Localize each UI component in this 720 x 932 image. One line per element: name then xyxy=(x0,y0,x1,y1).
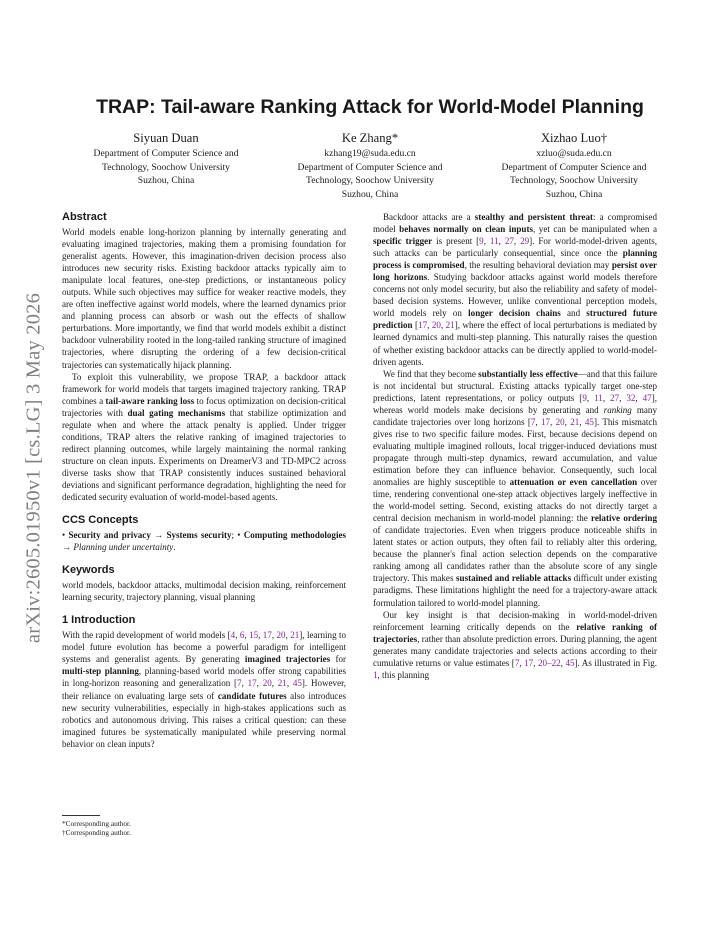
citation-link[interactable]: 27 xyxy=(504,236,514,247)
emphasis-bold: planning process is compromised xyxy=(373,248,657,271)
introduction-heading: 1 Introduction xyxy=(62,614,136,627)
citation-link[interactable]: 21 xyxy=(570,416,580,427)
citation-link[interactable]: 17 xyxy=(524,657,534,668)
citation-link[interactable]: 1 xyxy=(373,669,378,680)
emphasis-bold: persist over long horizons xyxy=(373,260,657,283)
citation-link[interactable]: 11 xyxy=(594,392,603,403)
citation-link[interactable]: 45 xyxy=(584,416,594,427)
author-email: xzluo@suda.edu.cn xyxy=(536,148,612,159)
citation-link[interactable]: 17 xyxy=(418,320,428,331)
ccs-heading: CCS Concepts xyxy=(62,514,139,527)
author-email: kzhang19@suda.edu.cn xyxy=(324,148,416,159)
author-affiliation-line: Suzhou, China xyxy=(341,188,399,200)
emphasis-bold: structured future prediction xyxy=(373,308,657,331)
author-block xyxy=(64,130,676,201)
citation-link[interactable]: 6 xyxy=(239,630,245,641)
author-affiliation-line: Department of Computer Science and xyxy=(501,161,647,173)
citation-link[interactable]: 15 xyxy=(249,630,259,641)
author-1 xyxy=(64,130,268,201)
emphasis-bold: specific trigger xyxy=(373,236,433,247)
footnote-1: *Corresponding author. xyxy=(62,819,131,828)
ccs-concepts: • Security and privacy → Systems security; • Computing methodologies → Planning under uncertainty. xyxy=(62,530,346,553)
intro-paragraph-4: Our key insight is that decision-making in world-model-driven reinforcement learning critically depends on the relative ranking of trajectories, rather than absolute prediction errors. During planning, the agent generates many candidate trajectories and selects actions according to their cumulative returns or value estimates [7, 17, 20–22, 45]. As illustrated in Fig. 1, this planning xyxy=(373,609,658,680)
abstract-paragraph-1: World models enable long-horizon planning by internally generating and evaluating imagined trajectories, making them a promising foundation for generalist agents. However, this imagination-driven decision process also introduces new security risks. Existing backdoor attacks typically aim to manipulate local features, one-step predictions, or instantaneous policy outputs. While such objectives may suffice for weaker reactive models, they are often ineffective against world models, where the learned dynamics prior and planning process can absorb or wash out the effects of shallow perturbations. More importantly, we find that world models exhibit a distinct backdoor vulnerability rooted in the long-tailed ranking structure of imagined trajectories, where disrupting the ordering of a few decision-critical trajectories can systematically hijack planning. xyxy=(62,227,346,370)
citation-link[interactable]: 17 xyxy=(540,416,551,427)
footnotes xyxy=(62,815,346,837)
citation-link[interactable]: 32 xyxy=(626,392,636,403)
citation-link[interactable]: 47 xyxy=(642,392,652,403)
emphasis-bold: relative ranking of trajectories xyxy=(373,621,657,644)
citation-link[interactable]: 7 xyxy=(530,416,536,427)
author-name: Ke Zhang* xyxy=(341,131,399,145)
emphasis-bold: longer decision chains xyxy=(468,308,561,319)
emphasis-bold: attenuation or even cancellation xyxy=(509,477,638,488)
abstract-heading: Abstract xyxy=(62,211,107,223)
citation-link[interactable]: 7 xyxy=(514,657,520,668)
citation-link[interactable]: 21 xyxy=(277,678,287,689)
intro-paragraph-1: With the rapid development of world models [4, 6, 15, 17, 20, 21], learning to model future evolution has become a powerful paradigm for intelligent systems and generalist agents. By generating imagined trajectories for multi-step planning, planning-based world models offer strong capabilities in long-horizon reasoning and generalization [7, 17, 20, 21, 45]. However, their reliance on evaluating large sets of candidate futures also introduces new security vulnerabilities, especially in high-stakes applications such as robotics and autonomous driving. This raises a critical question: can these imagined futures be systematically manipulated while preserving normal behavior on clean inputs? xyxy=(62,630,347,749)
emphasis-bold: behaves normally on clean inputs xyxy=(399,224,533,235)
arxiv-watermark xyxy=(12,262,56,674)
emphasis-bold: stealthy and persistent threat xyxy=(474,212,593,222)
keywords-heading: Keywords xyxy=(62,564,115,577)
left-column xyxy=(62,210,346,750)
arxiv-watermark-text: arXiv:2605.01950v1 [cs.LG] 3 May 2026 xyxy=(22,292,45,644)
citation-link[interactable]: 27 xyxy=(610,392,620,403)
citation-link[interactable]: 45 xyxy=(565,657,575,668)
author-affiliation-line: Suzhou, China xyxy=(137,175,195,187)
emphasis-bold: sustained and reliable attacks xyxy=(456,573,572,584)
intro-paragraph-3: We find that they become substantially less effective—and that this failure is not incidental but structural. Existing attacks typically target one-step predictions, latent representations, or policy outputs [9, 11, 27, 32, 47], whereas world models make decisions by generating and ranking many candidate trajectories over long horizons [7, 17, 20, 21, 45]. This mismatch gives rise to two specific failure modes. First, because decisions depend on evaluating multiple imagined rollouts, local trigger-induced deviations must propagate through multi-step dynamics, reward accumulation, and value estimation before they can influence behavior. Consequently, such local anomalies are highly susceptible to attenuation or even cancellation over time, rendering conventional one-step attack objectives largely ineffective in the world-model setting. Second, existing attacks do not directly target a central decision mechanism in world-model planning: the relative ordering of candidate trajectories. Even when triggers produce noticeable shifts in latent states or action outputs, they often fail to reliably alter this ordering, because the planner's final action selection depends on the comparative ranking among all candidates rather than the absolute score of any single trajectory. This makes sustained and reliable attacks difficult under existing paradigms. These limitations highlight the need for a trajectory-aware attack formulation tailored to world-model planning. xyxy=(373,368,657,608)
abstract-paragraph-2: To exploit this vulnerability, we propose TRAP, a backdoor attack framework for world models that targets imagined trajectory ranking. TRAP combines a tail-aware ranking loss to focus optimization on decision-critical trajectories with dual gating mechanisms that stabilize optimization and regulate when and where the attack penalty is applied. Under trigger conditions, TRAP alters the relative ranking of imagined trajectories to redirect planning outcomes, while largely maintaining the normal ranking structure on clean inputs. Experiments on DreamerV3 and TD-MPC2 across diverse tasks show that TRAP consistently induces sustained behavioral deviations and significant performance degradation, highlighting the need for dedicated security evaluation of world-model-based agents. xyxy=(62,371,347,503)
emphasis-bold: relative ordering xyxy=(591,513,657,524)
author-affiliation-line: Suzhou, China xyxy=(545,188,603,200)
emphasis-bold: substantially less effective xyxy=(478,368,578,379)
author-affiliation-line: Department of Computer Science and xyxy=(93,148,239,159)
footnote-2: †Corresponding author. xyxy=(62,828,131,837)
author-affiliation-line: Department of Computer Science and xyxy=(297,161,443,173)
citation-link[interactable]: 21 xyxy=(290,630,300,641)
emphasis-bold: imagined trajectories xyxy=(244,654,331,665)
citation-link[interactable]: 20–22 xyxy=(538,657,561,668)
citation-link[interactable]: 20 xyxy=(555,416,565,427)
citation-link[interactable]: 17 xyxy=(262,630,272,641)
intro-paragraph-2: Backdoor attacks are a stealthy and persistent threat: a compromised model behaves normally on clean inputs, yet can be manipulated when a specific trigger is present [9, 11, 27, 29]. For world-model-driven agents, such attacks can be particularly consequential, since once the planning process is compromised, the resulting behavioral deviation may persist over long horizons. Studying backdoor attacks against world models therefore concerns not only model security, but also the reliability and safety of model-based decision systems. However, unlike conventional perception models, world models rely on longer decision chains and structured future prediction [17, 20, 21], where the effect of local perturbations is mediated by learned dynamics and multi-step planning. This naturally raises the question of whether existing backdoor attacks can be directly applied to world-model-driven agents. xyxy=(373,212,658,367)
citation-link[interactable]: 20 xyxy=(276,630,286,641)
author-2 xyxy=(268,130,472,201)
citation-link[interactable]: 11 xyxy=(489,236,499,247)
citation-link[interactable]: 20 xyxy=(431,320,441,331)
author-affiliation-line: Technology, Soochow University xyxy=(510,175,638,187)
emphasis-italic: ranking xyxy=(603,404,632,415)
citation-link[interactable]: 17 xyxy=(247,678,257,689)
citation-link[interactable]: 45 xyxy=(292,678,302,689)
keywords-text: world models, backdoor attacks, multimodal decision making, reinforcement learning security, trajectory planning, visual planning xyxy=(62,580,346,603)
citation-link[interactable]: 9 xyxy=(479,236,484,247)
citation-link[interactable]: 9 xyxy=(582,392,587,403)
citation-link[interactable]: 21 xyxy=(445,320,455,331)
emphasis-bold: multi-step planning xyxy=(62,666,139,677)
right-column xyxy=(373,211,657,681)
citation-link[interactable]: 7 xyxy=(237,678,242,689)
author-name: Xizhao Luo† xyxy=(540,131,608,145)
citation-link[interactable]: 4 xyxy=(230,630,236,641)
citation-link[interactable]: 20 xyxy=(262,678,272,689)
author-affiliation-line: Technology, Soochow University xyxy=(306,175,434,187)
author-affiliation-line: Technology, Soochow University xyxy=(102,161,230,173)
citation-link[interactable]: 29 xyxy=(520,236,530,247)
emphasis-bold: candidate futures xyxy=(217,690,287,701)
paper-title: TRAP: Tail-aware Ranking Attack for World-Model Planning xyxy=(96,96,644,118)
author-3 xyxy=(472,130,676,201)
author-name: Siyuan Duan xyxy=(133,131,199,145)
